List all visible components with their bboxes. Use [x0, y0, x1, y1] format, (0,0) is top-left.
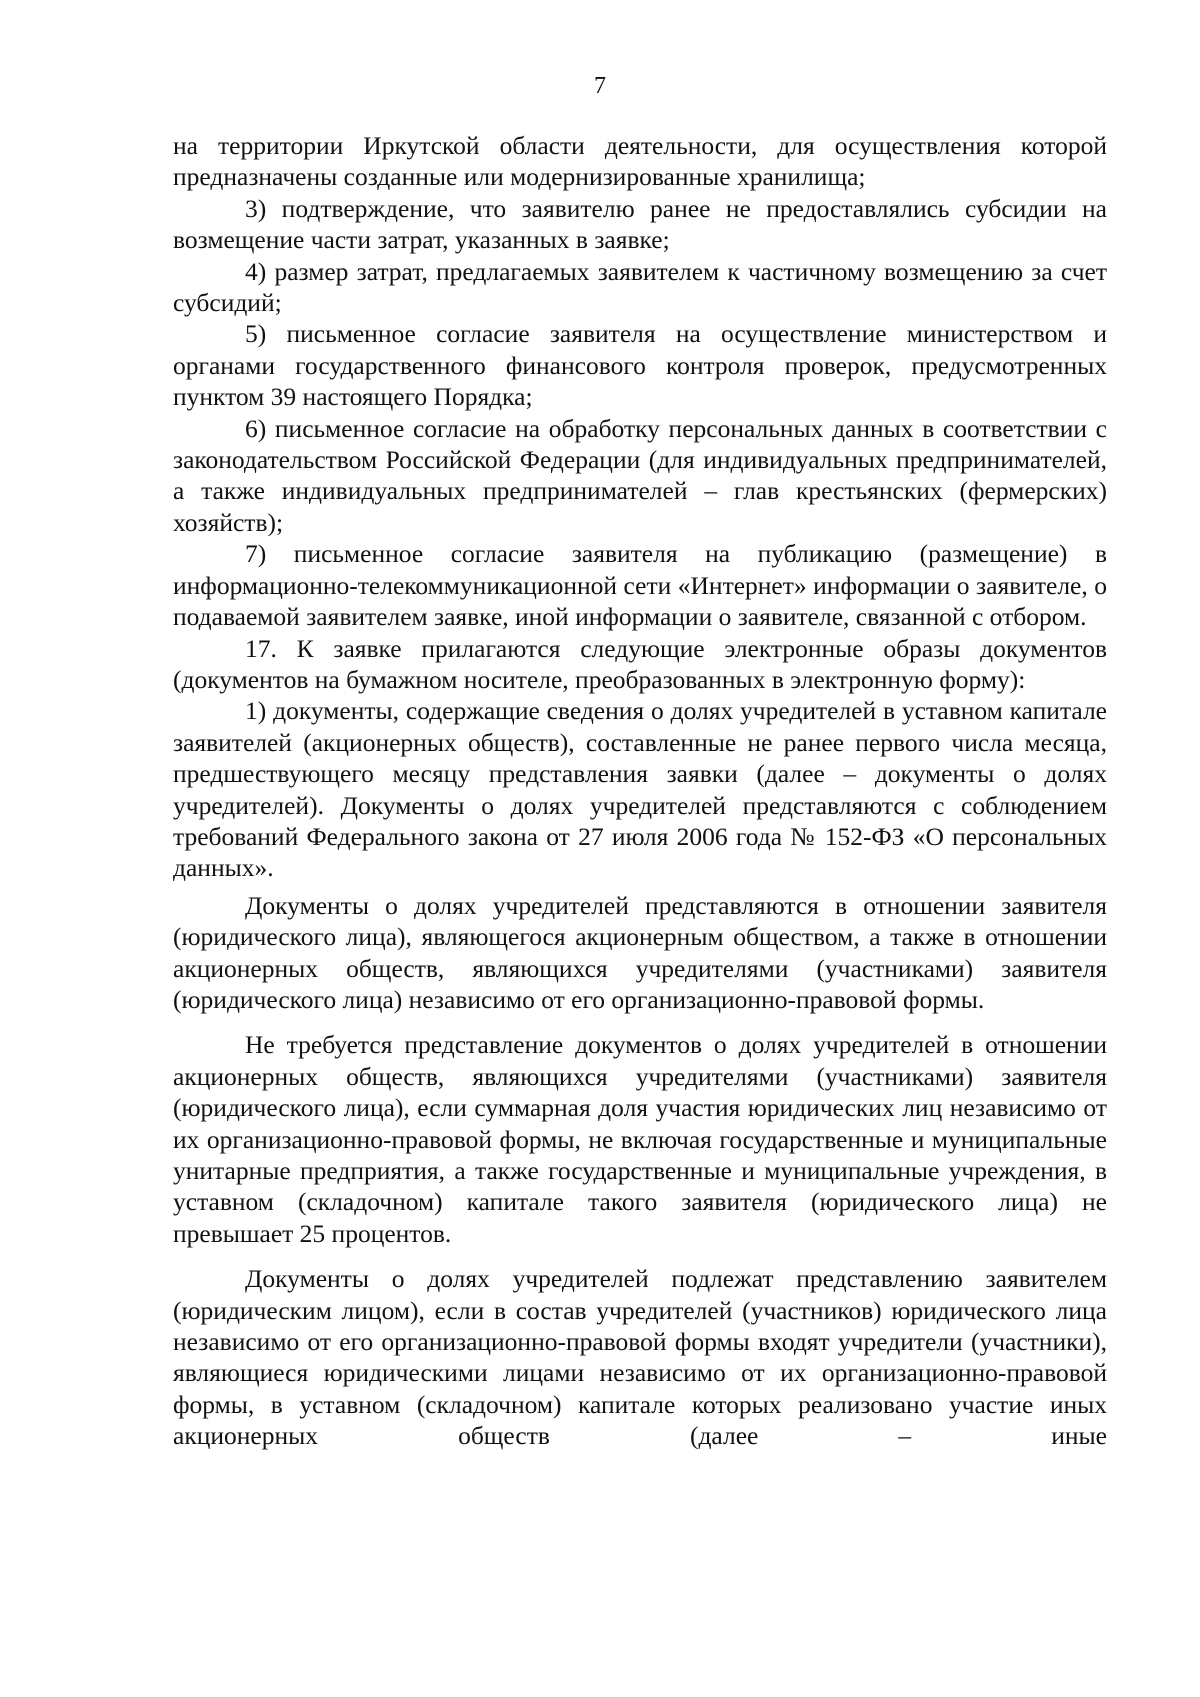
paragraph-not-required: Не требуется представление документов о долях учредителей в отношении акционерных обществ, являющихся учредителями (участниками) заявителя (юридического лица), если суммарная доля участия юридических лиц независимо от их организационно-правовой формы, не включая государственные и муниципальные унитарные предприятия, а также государственные и муниципальные учреждения, в уставном (складочном) капитале такого заявителя (юридического лица) не превышает 25 процентов. — [173, 1030, 1107, 1248]
document-body — [173, 130, 1107, 1452]
paragraph-subject-to-submission: Документы о долях учредителей подлежат представлению заявителем (юридическим лицом), если в состав учредителей (участников) юридического лица независимо от его организационно-правовой формы входят учредители (участники), являющиеся юридическими лицами независимо от их организационно-правовой формы, в уставном (складочном) капитале которых реализовано участие иных акционерных обществ (далее – иные — [173, 1264, 1107, 1451]
paragraph-clause-17-item-1: 1) документы, содержащие сведения о долях учредителей в уставном капитале заявителей (акционерных обществ), составленные не ранее первого числа месяца, предшествующего месяцу представления заявки (далее – документы о долях учредителей). Документы о долях учредителей представляются с соблюдением требований Федерального закона от 27 июля 2006 года № 152-ФЗ «О персональных данных». — [173, 696, 1107, 883]
paragraph-continuation: на территории Иркутской области деятельности, для осуществления которой предназначены созданные или модернизированные хранилища; — [173, 131, 1107, 192]
paragraph-clause-17: 17. К заявке прилагаются следующие электронные образы документов (документов на бумажном носителе, преобразованных в электронную форму): — [173, 633, 1107, 694]
paragraph-item-7: 7) письменное согласие заявителя на публикацию (размещение) в информационно-телекоммуникационной сети «Интернет» информации о заявителе, о подаваемой заявителем заявке, иной информации о заявителе, связанной с отбором. — [173, 539, 1107, 632]
page-number: 7 — [594, 73, 606, 99]
paragraph-founders-docs: Документы о долях учредителей представляются в отношении заявителя (юридического лица), являющегося акционерным обществом, а также в отношении акционерных обществ, являющихся учредителями (участниками) заявителя (юридического лица) независимо от его организационно-правовой формы. — [173, 890, 1107, 1014]
paragraph-item-5: 5) письменное согласие заявителя на осуществление министерством и органами государственного финансового контроля проверок, предусмотренных пунктом 39 настоящего Порядка; — [173, 319, 1107, 412]
paragraph-item-6: 6) письменное согласие на обработку персональных данных в соответствии с законодательством Российской Федерации (для индивидуальных предпринимателей, а также индивидуальных предпринимателей – глав крестьянских (фермерских) хозяйств); — [173, 413, 1107, 537]
paragraph-item-4: 4) размер затрат, предлагаемых заявителем к частичному возмещению за счет субсидий; — [173, 256, 1107, 318]
paragraph-item-3: 3) подтверждение, что заявителю ранее не предоставлялись субсидии на возмещение части затрат, указанных в заявке; — [173, 193, 1107, 255]
